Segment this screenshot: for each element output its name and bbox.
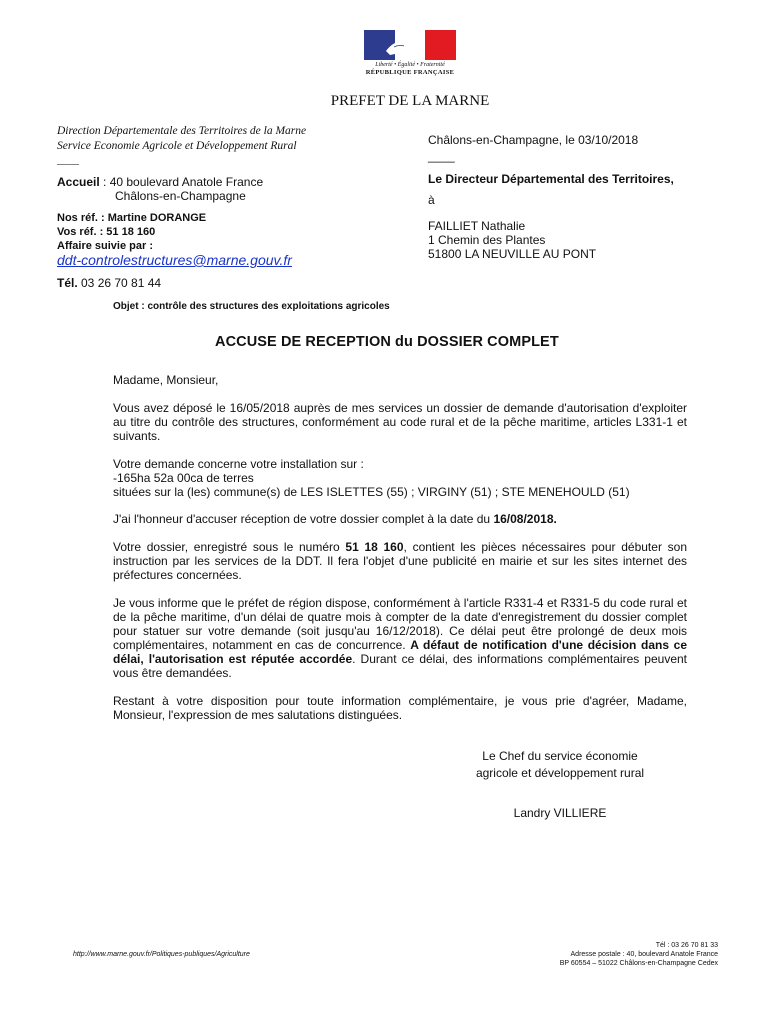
paragraph-delay (113, 596, 687, 680)
recipient-block (428, 133, 674, 261)
paragraph-registration (113, 540, 687, 582)
accueil-label: Accueil (57, 175, 100, 189)
republique-francaise-logo (364, 30, 456, 76)
affaire-suivie: Affaire suivie par : (57, 240, 153, 252)
service-name: Service Economie Agricole et Développement Rural (57, 140, 297, 152)
logo-country: RÉPUBLIQUE FRANÇAISE (365, 69, 455, 76)
footer-contact (470, 941, 718, 968)
references-block (57, 211, 206, 253)
paragraph-request (113, 457, 687, 499)
footer-address: Adresse postale : 40, boulevard Anatole France (570, 951, 718, 958)
logo-motto: Liberté • Égalité • Fraternité (375, 62, 445, 68)
recipient-name: FAILLIET Nathalie (428, 219, 526, 233)
paragraph-acknowledgement (113, 512, 687, 526)
recipient-street: 1 Chemin des Plantes (428, 233, 546, 247)
prefet-heading: PREFET DE LA MARNE (330, 93, 490, 109)
request-line-1: Votre demande concerne votre installation sur : (113, 457, 364, 471)
registration-number: 51 18 160 (345, 540, 404, 554)
director-title: Le Directeur Départemental des Territoires, (428, 172, 674, 186)
direction-name: Direction Départementale des Territoires de la Marne (57, 125, 307, 137)
phone-line (57, 276, 161, 290)
signature-block (470, 748, 650, 782)
letter-title: ACCUSE DE RECEPTION du DOSSIER COMPLET (215, 334, 559, 350)
place-date: Châlons-en-Champagne, le 03/10/2018 (428, 133, 639, 147)
request-line-3: situées sur la (les) commune(s) de LES ISLETTES (55) ; VIRGINY (51) ; STE MENEHOULD (51) (113, 485, 630, 499)
request-line-2: -165ha 52a 00ca de terres (113, 471, 254, 485)
sender-direction-block (57, 124, 306, 166)
tel-label: Tél. (57, 276, 78, 290)
vos-ref: Vos réf. : 51 18 160 (57, 226, 156, 238)
nos-ref: Nos réf. : Martine DORANGE (57, 212, 207, 224)
recipient-a: à (428, 193, 435, 207)
ack-text: J'ai l'honneur d'accuser réception de votre dossier complet à la date du (113, 512, 494, 526)
divider-rule: ____ (428, 149, 455, 163)
delay-bold: A défaut de notification d'une décision dans ce délai, l'autorisation est réputée accordée (113, 638, 687, 666)
divider-rule: ____ (57, 154, 79, 166)
letter-object: Objet : contrôle des structures des exploitations agricoles (113, 301, 390, 312)
tel-value: 03 26 70 81 44 (77, 276, 162, 290)
footer-bp: BP 60554 – 51022 Châlons-en-Champagne Cedex (559, 960, 718, 967)
recipient-city: 51800 LA NEUVILLE AU PONT (428, 247, 597, 261)
salutation: Madame, Monsieur, (113, 373, 219, 387)
accueil-block (57, 175, 263, 203)
signatory-name: Landry VILLIERE (513, 806, 607, 820)
delay-text-a: Je vous informe que le préfet de région dispose, conformément à l'article R331-4 et R331-5 du code rural et de la pêche maritime, d'un délai de quatre mois à compter de la date d'enregistrement du dossier complet pour statuer sur votre demande (soit jusqu'au 16/12/2018). Ce délai peut être prolongé de deux mois complémentaires, notamment en cas de concurrence. (113, 596, 687, 652)
footer-url-link[interactable]: http://www.marne.gouv.fr/Politiques-publiques/Agriculture (73, 951, 250, 958)
footer-tel: Tél : 03 26 70 81 33 (655, 942, 718, 949)
delay-text-b: . Durant ce délai, des informations complémentaires peuvent vous être demandées. (113, 652, 687, 680)
registration-text-a: Votre dossier, enregistré sous le numéro (113, 540, 346, 554)
accueil-address: : 40 boulevard Anatole France (99, 175, 264, 189)
accueil-city: Châlons-en-Champagne (115, 189, 246, 203)
paragraph-closing: Restant à votre disposition pour toute information complémentaire, je vous prie d'agréer, Madame, Monsieur, l'expression de mes salutations distinguées. (113, 694, 687, 722)
contact-email-link[interactable]: ddt-controlestructures@marne.gouv.fr (57, 252, 292, 268)
signature-line-2: agricole et développement rural (475, 766, 645, 780)
ack-date: 16/08/2018. (493, 512, 557, 526)
marianne-flag-icon (364, 30, 456, 60)
signature-line-1: Le Chef du service économie (482, 749, 638, 763)
registration-text-b: , contient les pièces nécessaires pour débuter son instruction par les services de la DDT. Il fera l'objet d'une publicité en mairie et sur les sites internet des préfectures concernées. (113, 540, 687, 582)
paragraph-deposit: Vous avez déposé le 16/05/2018 auprès de mes services un dossier de demande d'autorisation d'exploiter au titre du contrôle des structures, conformément au code rural et de la pêche maritime, articles L331-1 et suivants. (113, 401, 687, 443)
